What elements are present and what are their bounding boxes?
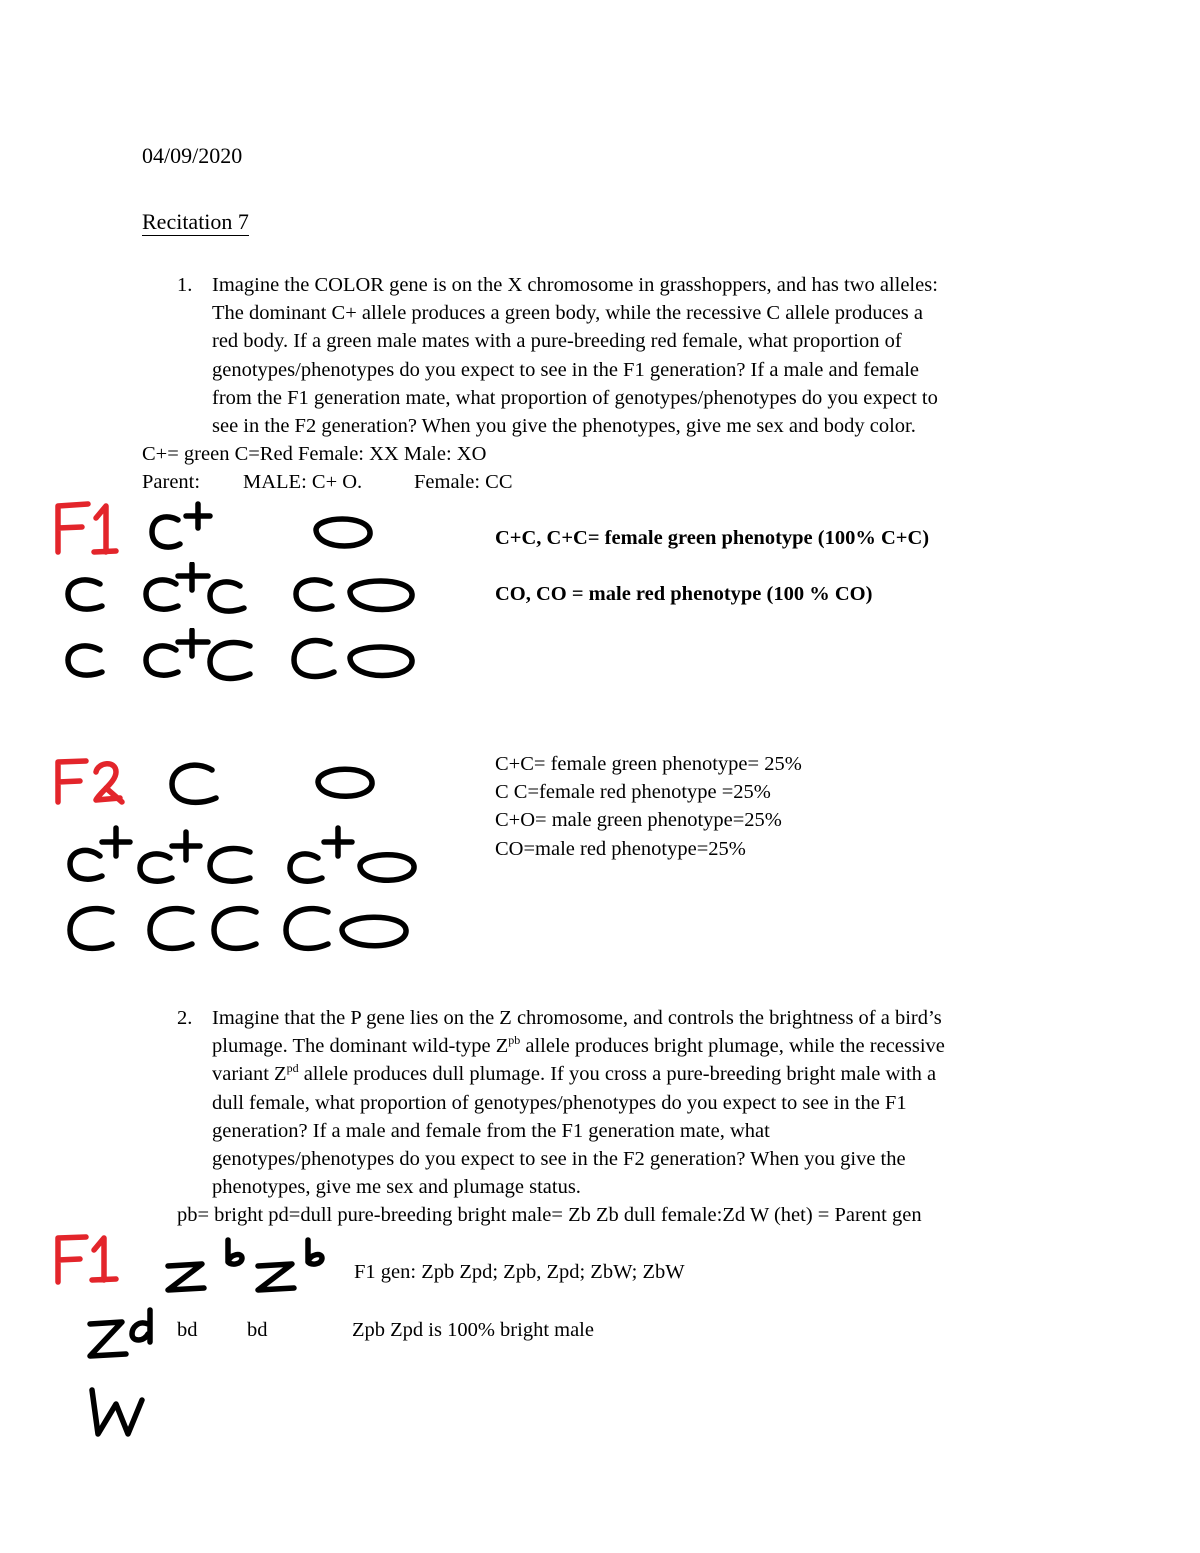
q2-f1-handwritten-label — [50, 1232, 120, 1287]
q2-line-part: allele produces dull plumage. If you cross a pure-breeding bright male with a — [298, 1063, 937, 1086]
q1-f2-result: CO=male red phenotype=25% — [495, 837, 746, 860]
q1-f1-allele-o — [308, 508, 378, 558]
q1-f2-results — [495, 750, 802, 863]
q2-line: dull female, what proportion of genotypes/phenotypes do you expect to see in the F1 — [212, 1091, 907, 1114]
document-title — [142, 208, 249, 236]
q1-answer-key: C+= green C=Red Female: XX Male: XO — [142, 443, 487, 465]
q1-line: Imagine the COLOR gene is on the X chromosome in grasshoppers, and has two alleles: — [212, 274, 938, 296]
q1-line: see in the F2 generation? When you give the phenotypes, give me sex and body color. — [212, 415, 916, 438]
q1-line: genotypes/phenotypes do you expect to see in the F1 generation? If a male and female — [212, 358, 920, 381]
q1-f1-allele-cplus — [140, 498, 220, 558]
q2-line-part: variant Z — [212, 1063, 287, 1086]
q2-superscript-pd: pd — [286, 1061, 299, 1076]
q2-line-part: allele produces bright plumage, while the recessive — [520, 1035, 945, 1058]
q1-f2-result: C+C= female green phenotype= 25% — [495, 753, 802, 775]
q2-line-part: plumage. The dominant wild-type Z — [212, 1035, 509, 1058]
q2-line — [212, 1032, 945, 1060]
q1-f2-allele-c — [160, 758, 230, 808]
q2-row-w — [84, 1382, 154, 1442]
q2-line: Imagine that the P gene lies on the Z chromosome, and controls the brightness of a bird’s — [212, 1007, 942, 1029]
q2-cell-1: bd — [177, 1319, 198, 1341]
q1-line: from the F1 generation mate, what proportion of genotypes/phenotypes do you expect to — [212, 386, 938, 409]
q2-superscript-pb: pb — [508, 1033, 521, 1048]
q1-line: The dominant C+ allele produces a green body, while the recessive C allele produces a — [212, 302, 923, 325]
q1-f2-result: C+O= male green phenotype=25% — [495, 809, 782, 832]
q1-parent-label: Parent: — [142, 471, 201, 493]
q1-f1-row1 — [60, 562, 420, 627]
q1-f1-handwritten-label — [50, 500, 120, 560]
q1-f1-result-male: CO, CO = male red phenotype (100 % CO) — [495, 583, 873, 605]
q1-f2-result: C C=female red phenotype =25% — [495, 781, 771, 804]
q2-line: generation? If a male and female from the F1 generation mate, what — [212, 1119, 770, 1142]
q1-f1-row2 — [60, 628, 420, 693]
q1-number: 1. — [177, 274, 193, 296]
q2-f1-genotypes: F1 gen: Zpb Zpd; Zpb, Zpd; ZbW; ZbW — [354, 1261, 685, 1283]
q2-line: phenotypes, give me sex and plumage status. — [212, 1176, 581, 1199]
q1-f2-handwritten-label — [50, 756, 130, 806]
q2-line: genotypes/phenotypes do you expect to see in the F2 generation? When you give the — [212, 1148, 906, 1171]
document-date: 04/09/2020 — [142, 143, 243, 168]
q1-line: red body. If a green male mates with a pure-breeding red female, what proportion of — [212, 330, 902, 353]
q2-answer-key: pb= bright pd=dull pure-breeding bright male= Zb Zb dull female:Zd W (het) = Parent gen — [177, 1204, 922, 1226]
q1-parent-male: MALE: C+ O. — [243, 471, 363, 493]
q1-f1-result-female: C+C, C+C= female green phenotype (100% C+C) — [495, 527, 930, 549]
q2-line — [212, 1060, 945, 1088]
q1-f2-row2 — [60, 900, 420, 965]
q2-row-zd — [82, 1304, 162, 1364]
q2-text — [212, 1004, 945, 1201]
q1-f2-row1 — [60, 820, 420, 895]
q2-f1-result: Zpb Zpd is 100% bright male — [352, 1319, 594, 1341]
document-title-text: Recitation 7 — [142, 209, 249, 234]
q2-cell-2: bd — [247, 1319, 268, 1341]
q1-parent-female: Female: CC — [414, 471, 513, 493]
q1-text — [212, 271, 938, 440]
q2-number: 2. — [177, 1007, 193, 1029]
q1-f2-allele-o — [310, 758, 380, 808]
q2-col-header — [160, 1236, 330, 1296]
